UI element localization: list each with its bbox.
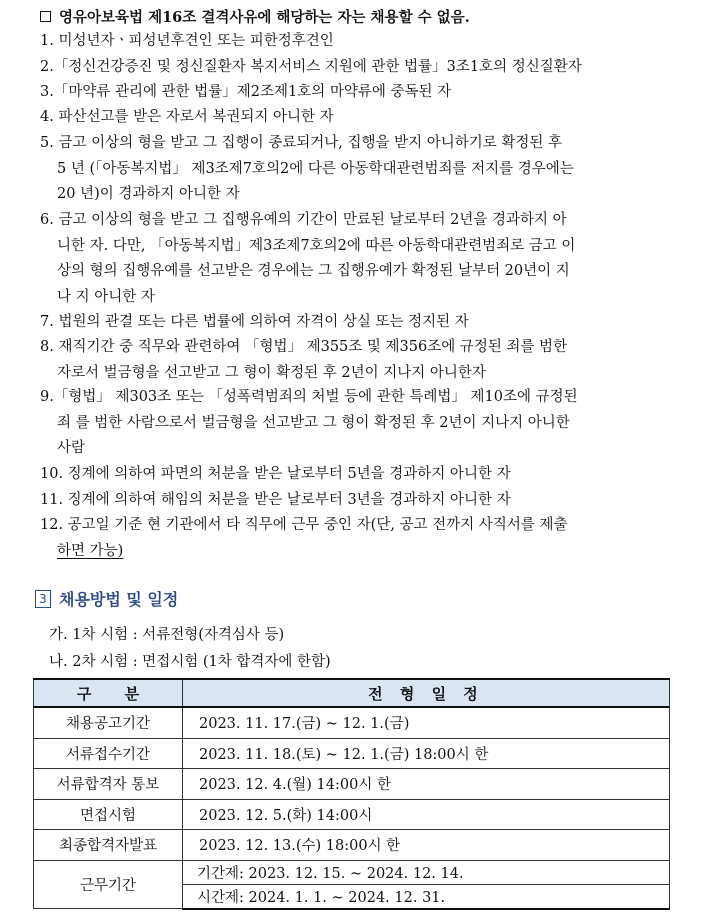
- item-line: 하면 가능): [57, 542, 124, 559]
- section-number: 3: [35, 590, 51, 608]
- item-line: 죄 를 범한 사람으로서 벌금형을 선고받고 그 형이 확정된 후 2년이 지나지 아니한: [57, 414, 570, 431]
- row-label: 면접시험: [34, 799, 183, 830]
- item-line: 사람: [57, 440, 86, 456]
- item-line: 니한 자. 다만, 「아동복지법」제3조제7호의2에 따른 아동학대관련범죄로 금고 이: [57, 237, 576, 254]
- table-row: [34, 799, 670, 830]
- list-item: [40, 335, 680, 386]
- row-label: 서류접수기간: [34, 738, 183, 769]
- header-category: 구 분: [34, 679, 183, 707]
- work-period-contract: 기간제: 2023. 12. 15. ~ 2024. 12. 14.: [183, 860, 670, 884]
- item-line: 11. 징계에 의하여 해임의 처분을 받은 날로부터 3년을 경과하지 아니한 자: [40, 492, 511, 508]
- row-label: 채용공고기간: [34, 707, 183, 738]
- list-item: [40, 80, 680, 106]
- list-item: [40, 29, 680, 55]
- list-item: [40, 513, 680, 564]
- table-row: [34, 738, 670, 769]
- item-line: 12. 공고일 기준 현 기관에서 타 직무에 근무 중인 자(단, 공고 전까지 사직서를 제출: [40, 517, 568, 533]
- list-item: [40, 462, 680, 488]
- step-second: 나. 2차 시험 : 면접시험 (1차 합격자에 한함): [49, 654, 331, 670]
- item-line: 1. 미성년자ㆍ피성년후견인 또는 피한정후견인: [40, 33, 334, 49]
- list-item: [40, 488, 680, 514]
- header-schedule: 전 형 일 정: [183, 679, 670, 707]
- list-item: [40, 55, 680, 81]
- checkbox-icon: [40, 11, 51, 22]
- item-line: 6. 금고 이상의 형을 받고 그 집행유예의 기간이 만료된 날로부터 2년을 경과하지 아: [40, 212, 567, 228]
- list-item: [40, 385, 680, 462]
- row-label: 서류합격자 통보: [34, 769, 183, 800]
- work-period-label: 근무기간: [34, 860, 183, 909]
- item-line: 10. 징계에 의하여 파면의 처분을 받은 날로부터 5년을 경과하지 아니한 자: [40, 466, 511, 482]
- work-period-parttime: 시간제: 2024. 1. 1. ~ 2024. 12. 31.: [183, 884, 670, 909]
- item-line: 5. 금고 이상의 형을 받고 그 집행이 종료되거나, 집행을 받지 아니하기로 확정된 후: [40, 135, 562, 151]
- item-line: 9.「형법」 제303조 또는 「성폭력범죄의 처벌 등에 관한 특례법」 제10조에 규정된: [40, 389, 578, 405]
- item-line: 3.「마약류 관리에 관한 법률」제2조제1호의 마약류에 중독된 자: [40, 84, 452, 100]
- item-line: 4. 파산선고를 받은 자로서 복권되지 아니한 자: [40, 109, 334, 125]
- item-line: 20 년)이 경과하지 아니한 자: [57, 186, 240, 202]
- section-title-text: 채용방법 및 일정: [59, 590, 179, 609]
- row-value: 2023. 11. 18.(토) ~ 12. 1.(금) 18:00시 한: [183, 738, 670, 769]
- item-line: 7. 법원의 관결 또는 다른 법률에 의하여 자격이 상실 또는 정지된 자: [40, 314, 469, 330]
- item-line: 상의 형의 집행유예를 선고받은 경우에는 그 집행유예가 확정된 날부터 20년이 지: [57, 263, 570, 279]
- row-value: 2023. 11. 17.(금) ~ 12. 1.(금): [183, 707, 670, 738]
- row-value: 2023. 12. 5.(화) 14:00시: [183, 799, 670, 830]
- list-item: [40, 310, 680, 336]
- row-label: 최종합격자발표: [34, 830, 183, 861]
- table-row: [34, 830, 670, 861]
- row-value: 2023. 12. 13.(수) 18:00시 한: [183, 830, 670, 861]
- item-line: 8. 재직기간 중 직무와 관련하여 「형법」 제355조 및 제356조에 규정된 죄를 범한: [40, 339, 568, 355]
- disqualification-heading: [40, 6, 470, 27]
- list-item: [40, 208, 680, 310]
- item-line: 2.「정신건강증진 및 정신질환자 복지서비스 지원에 관한 법률」3조1호의 정신질환자: [40, 59, 582, 75]
- row-value: 2023. 12. 4.(월) 14:00시 한: [183, 769, 670, 800]
- step-first: 가. 1차 시험 : 서류전형(자격심사 등): [49, 627, 285, 643]
- section-title: [35, 587, 178, 610]
- item-line: 나 지 아니한 자: [57, 288, 155, 305]
- heading-text: 영유아보육법 제16조 결격사유에 해당하는 자는 채용할 수 없음.: [59, 9, 470, 26]
- table-row: [34, 860, 670, 884]
- table-row: [34, 769, 670, 800]
- list-item: [40, 105, 680, 131]
- table-row: [34, 707, 670, 738]
- item-line: 자로서 벌금형을 선고받고 그 형이 확정된 후 2년이 지나지 아니한자: [57, 364, 486, 381]
- item-line: 5 년 (「아동복지법」 제3조제7호의2에 다른 아동학대관련범죄를 저지를 경우에는: [57, 160, 574, 177]
- table-header-row: [34, 679, 670, 707]
- list-item: [40, 131, 680, 208]
- schedule-table: [33, 678, 670, 910]
